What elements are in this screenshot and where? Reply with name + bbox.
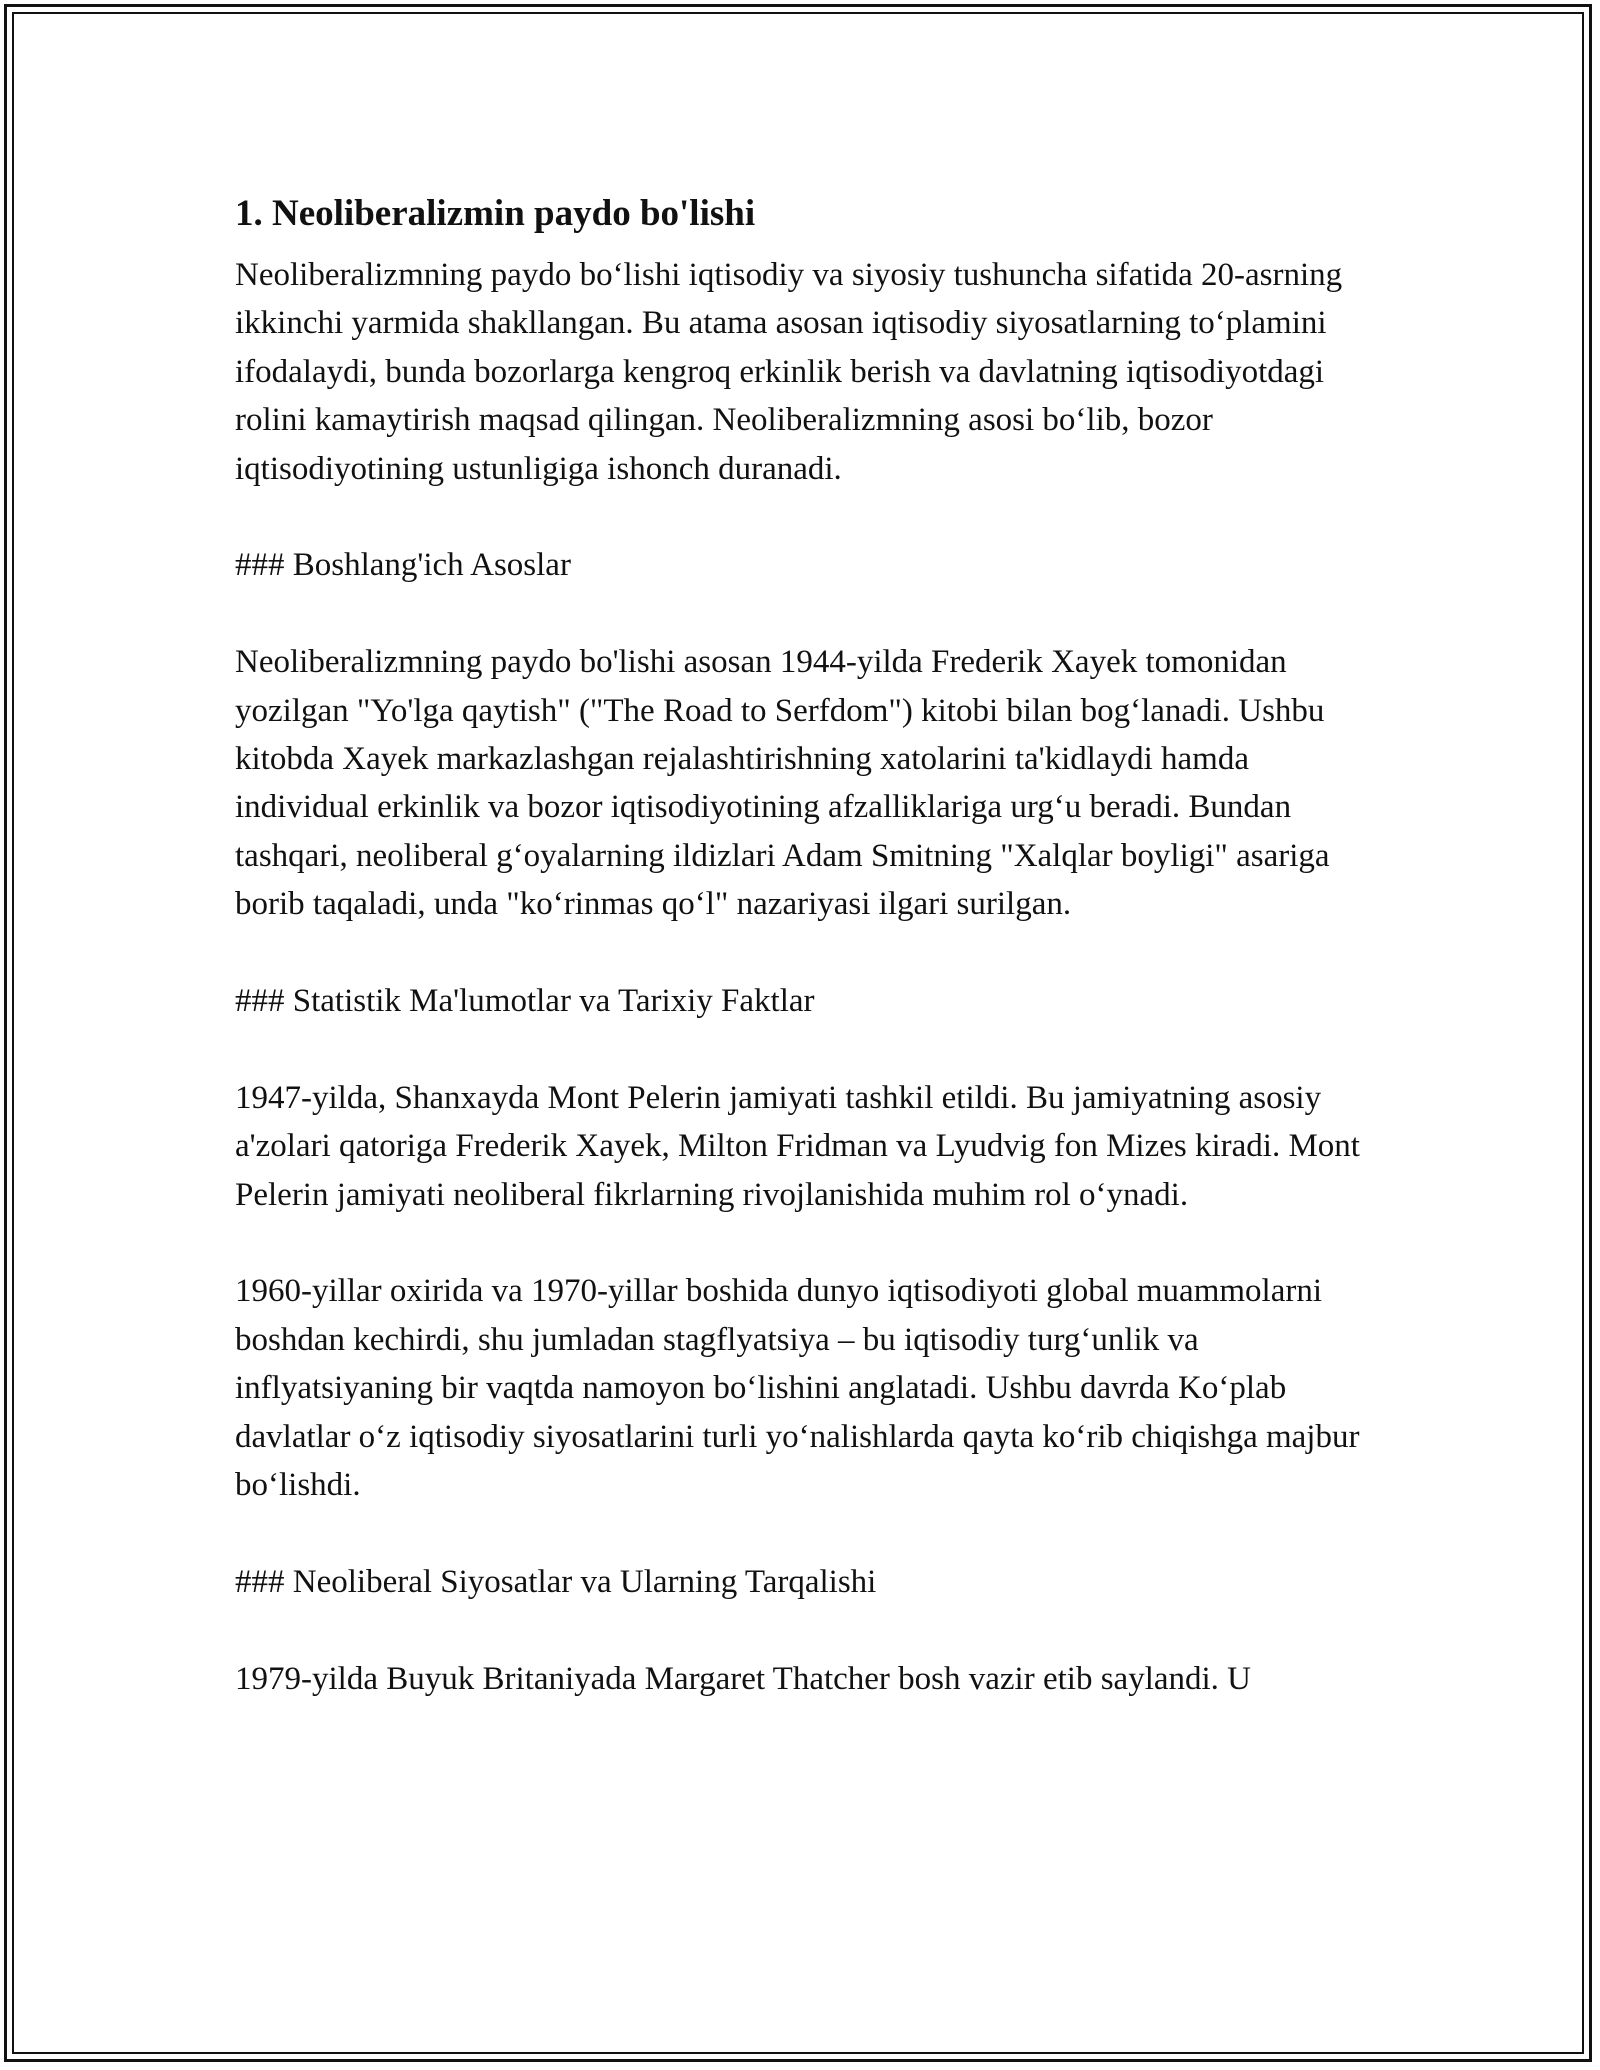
paragraph-intro: Neoliberalizmning paydo bo‘lishi iqtisodiy va siyosiy tushuncha sifatida 20-asrning ikkinchi yarmida shakllangan. Bu atama asosan iqtisodiy siyosatlarning to‘plamini ifodalaydi, bunda bozorlarga kengroq erkinlik berish va davlatning iqtisodiyotdagi rolini kamaytirish maqsad qilingan. Neoliberalizmning asosi bo‘lib, bozor iqtisodiyotining ustunligiga ishonch duranadi. [235, 257, 1343, 487]
paragraph-hayek-book: Neoliberalizmning paydo bo'lishi asosan 1944-yilda Frederik Xayek tomonidan yozilgan "Yo'lga qaytish" ("The Road to Serfdom") kitobi bilan bog‘lanadi. Ushbu kitobda Xayek markazlashgan rejalashtirishning xatolarini ta'kidlaydi hamda individual erkinlik va bozor iqtisodiyotining afzalliklariga urg‘u beradi. Bundan tashqari, neoliberal g‘oyalarning ildizlari Adam Smitning "Xalqlar boyligi" asariga borib taqaladi, unda "ko‘rinmas qo‘l" nazariyasi ilgari surilgan. [235, 644, 1330, 923]
section-heading-boshlangich-asoslar: ### Boshlang'ich Asoslar [235, 547, 571, 584]
paragraph-mont-pelerin: 1947-yilda, Shanxayda Mont Pelerin jamiyati tashkil etildi. Bu jamiyatning asosiy a'zolari qatoriga Frederik Xayek, Milton Fridman va Lyudvig fon Mizes kiradi. Mont Pelerin jamiyati neoliberal fikrlarning rivojlanishida muhim rol o‘ynadi. [235, 1079, 1360, 1213]
section-heading-statistik-malumotlar: ### Statistik Ma'lumotlar va Tarixiy Faktlar [235, 983, 815, 1020]
section-heading-neoliberal-siyosatlar: ### Neoliberal Siyosatlar va Ularning Tarqalishi [235, 1563, 877, 1600]
paragraph-thatcher: 1979-yilda Buyuk Britaniyada Margaret Thatcher bosh vazir etib saylandi. U [235, 1660, 1252, 1697]
document-title: 1. Neoliberalizmin paydo bo'lishi [235, 193, 756, 234]
paragraph-stagflation: 1960-yillar oxirida va 1970-yillar boshida dunyo iqtisodiyoti global muammolarni boshdan kechirdi, shu jumladan stagflyatsiya – bu iqtisodiy turg‘unlik va inflyatsiyaning bir vaqtda namoyon bo‘lishini anglatadi. Ushbu davrda Ko‘plab davlatlar o‘z iqtisodiy siyosatlarini turli yo‘nalishlarda qayta ko‘rib chiqishga majbur bo‘lishdi. [235, 1273, 1360, 1504]
document-body [235, 185, 1375, 1751]
